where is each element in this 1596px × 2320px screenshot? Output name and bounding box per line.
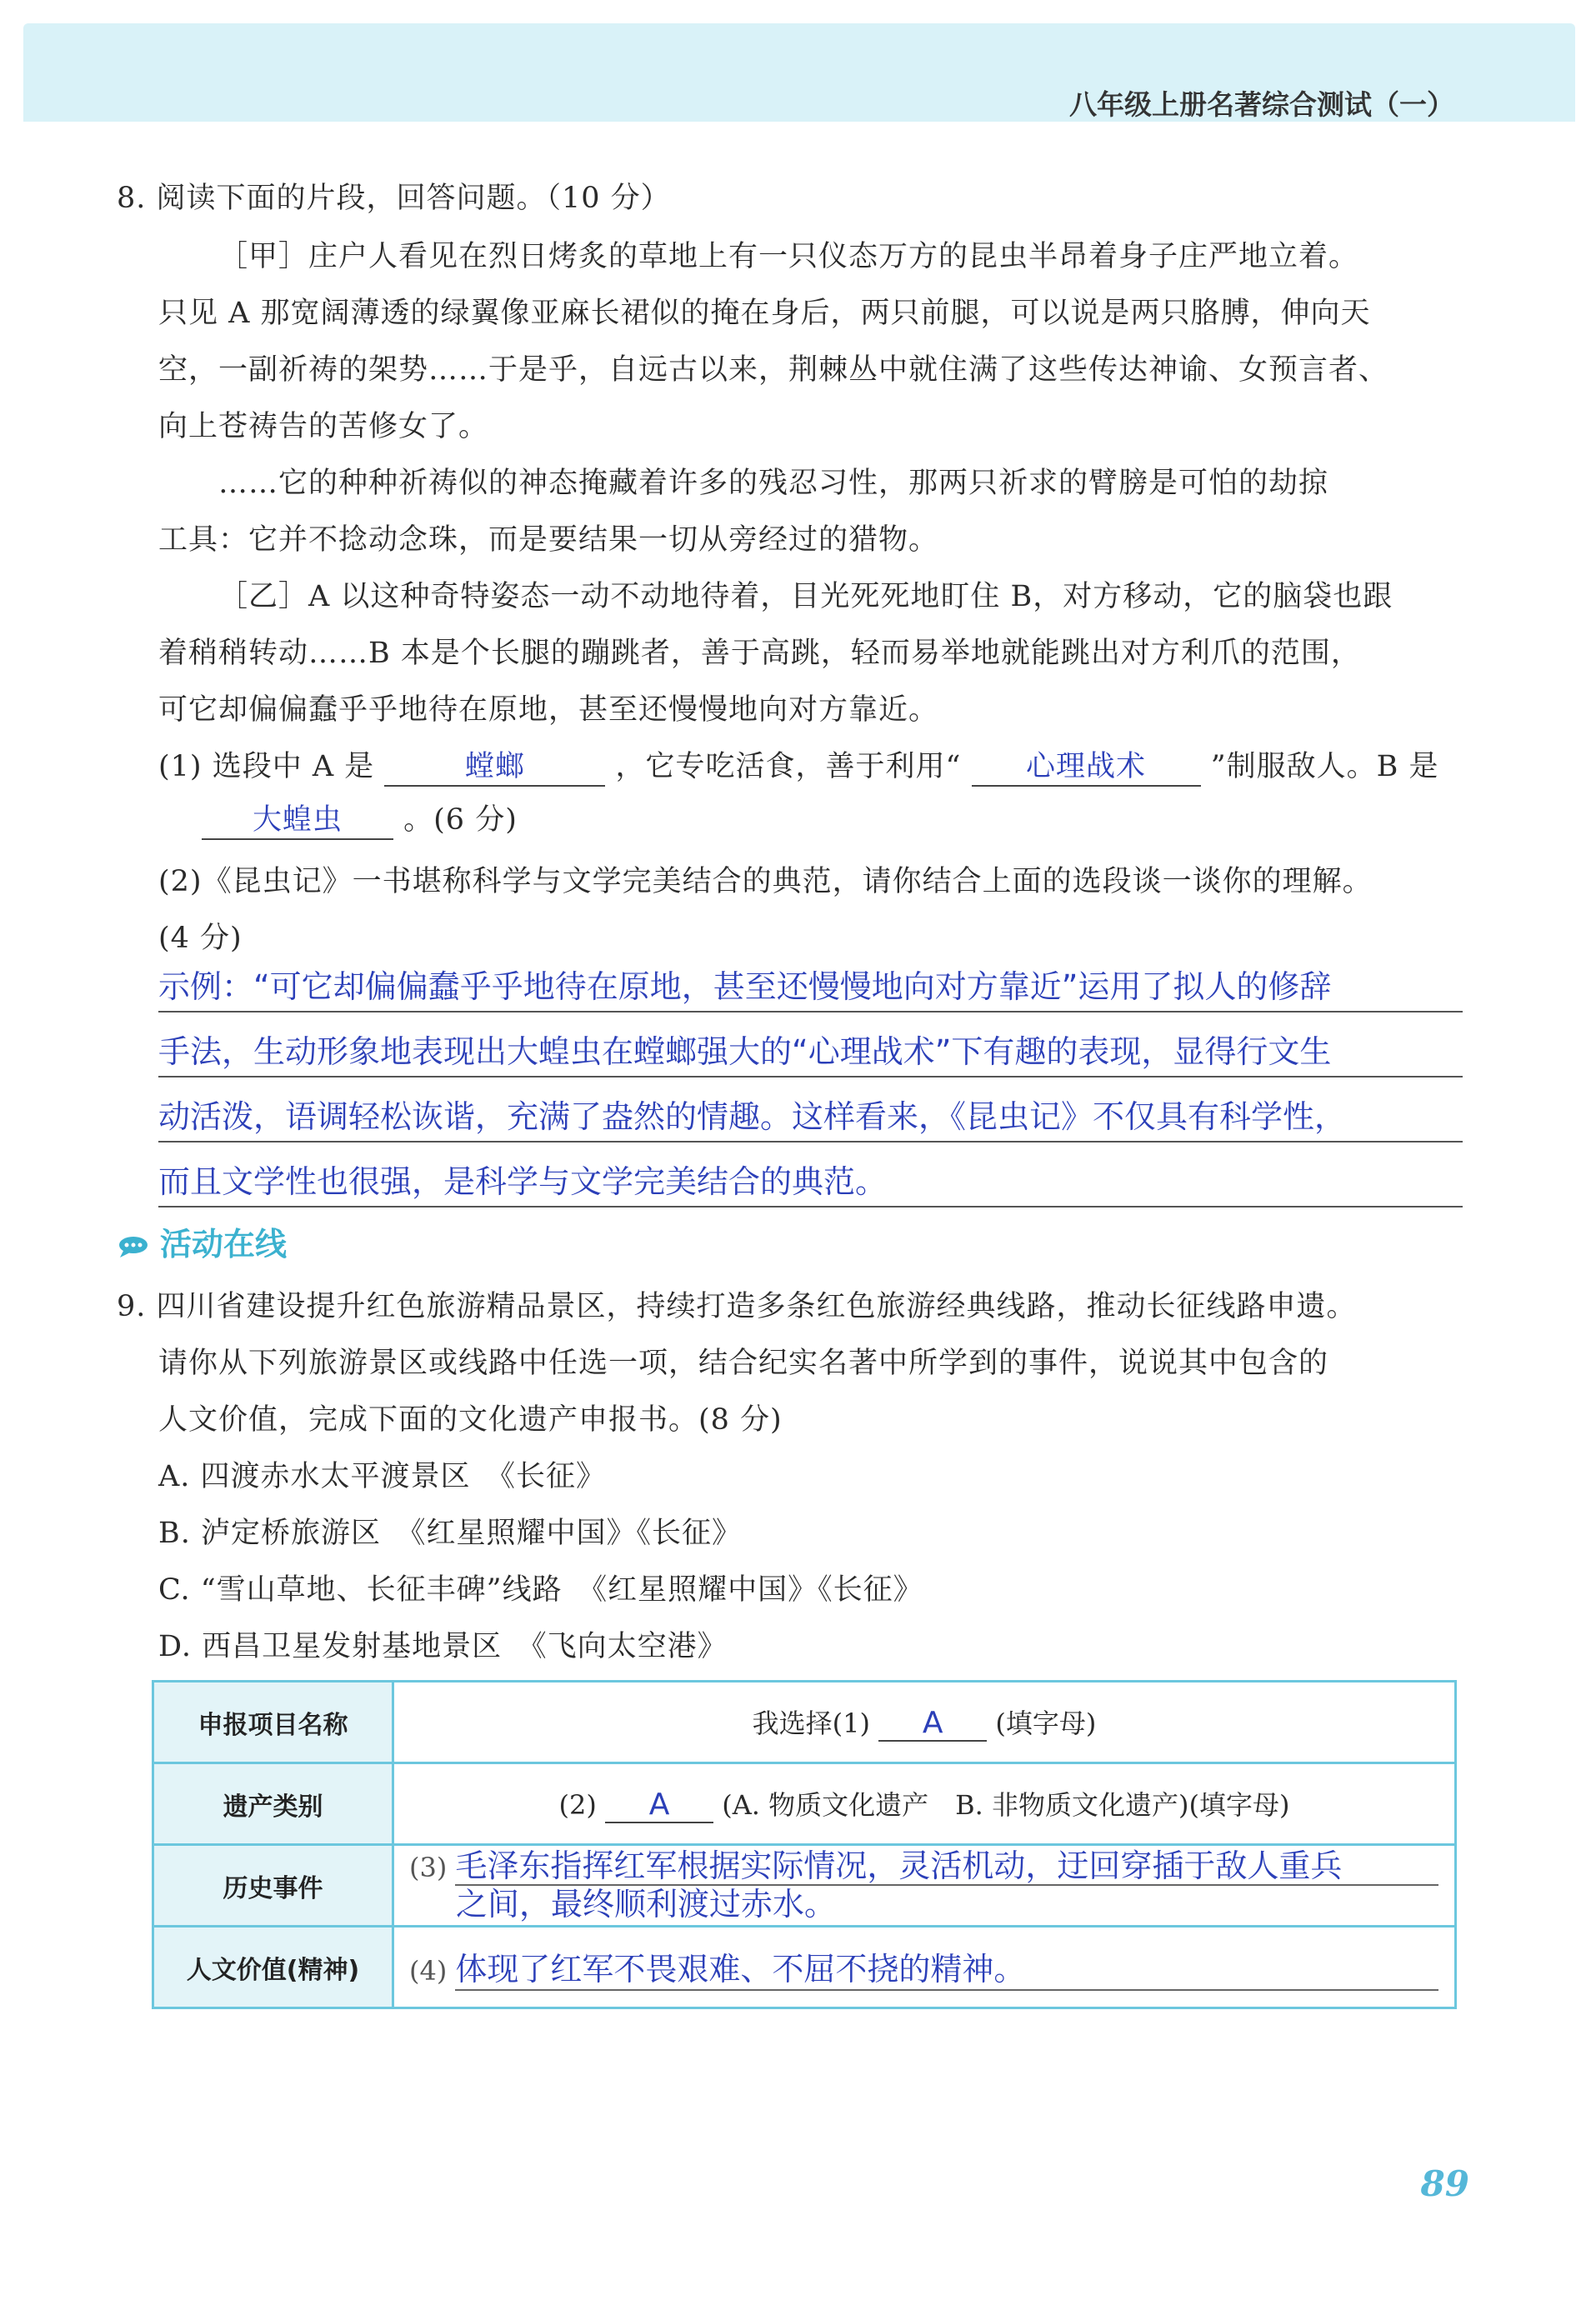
q8-sub2-question: (2)《昆虫记》一书堪称科学与文学完美结合的典范，请你结合上面的选段谈一谈你的理解。 (158, 865, 1373, 898)
row4-num: (4) (409, 1955, 448, 1987)
table-row (153, 1763, 1456, 1845)
answer-blank-tactic: 心理战术 (972, 743, 1201, 787)
passage-line: 只见 A 那宽阔薄透的绿翼像亚麻长裙似的掩在身后，两只前腿，可以说是两只胳膊，伸向天 (158, 297, 1371, 330)
row-label: 历史事件 (153, 1845, 393, 1927)
q9-line: 9. 四川省建设提升红色旅游精品景区，持续打造多条红色旅游经典线路，推动长征线路申遗。 (117, 1290, 1357, 1323)
page-number: 89 (1420, 2163, 1469, 2204)
passage-line: ［甲］庄户人看见在烈日烤炙的草地上有一只仪态万方的昆虫半昂着身子庄严地立着。 (218, 240, 1359, 273)
passage-line: 空，一副祈祷的架势……于是乎，自远古以来，荆棘丛中就住满了这些传达神谕、女预言者、 (158, 353, 1389, 387)
section-title: 活动在线 (160, 1226, 288, 1262)
answer-rule (158, 1141, 1463, 1142)
section-heading (117, 1218, 287, 1264)
heritage-report-table (152, 1680, 1457, 2009)
q9-option-a: A. 四渡赤水太平渡景区 《长征》 (158, 1460, 607, 1493)
table-row (153, 1682, 1456, 1763)
passage-line: 向上苍祷告的苦修女了。 (158, 410, 489, 443)
sub1-suffix: ”制服敌人。B 是 (1210, 750, 1439, 783)
row-value (393, 1927, 1456, 2008)
passage-line: 工具：它并不捻动念珠，而是要结果一切从旁经过的猎物。 (158, 523, 939, 557)
row-label: 遗产类别 (153, 1763, 393, 1845)
passage-line: 着稍稍转动……B 本是个长腿的蹦跳者，善于高跳，轻而易举地就能跳出对方利爪的范围， (158, 637, 1361, 670)
answer-blank-b: 大蝗虫 (202, 797, 393, 840)
table-row (153, 1845, 1456, 1927)
q9-line: 请你从下列旅游景区或线路中任选一项，结合纪实名著中所学到的事件，说说其中包含的 (158, 1347, 1329, 1380)
sub1-score: 。(6 分) (403, 803, 518, 837)
q9-option-c: C. “雪山草地、长征丰碑”线路 《红星照耀中国》《长征》 (158, 1573, 923, 1607)
passage-line: ［乙］A 以这种奇特姿态一动不动地待着，目光死死地盯住 B，对方移动，它的脑袋也跟 (218, 580, 1393, 613)
row3-answer-line1: 毛泽东指挥红军根据实际情况，灵活机动，迂回穿插于敌人重兵 (455, 1848, 1438, 1886)
q9-line: 人文价值，完成下面的文化遗产申报书。(8 分) (158, 1403, 783, 1437)
row-label: 人文价值(精神) (153, 1927, 393, 2008)
answer-blank-a: 螳螂 (384, 743, 605, 787)
passage-line: 可它却偏偏蠢乎乎地待在原地，甚至还慢慢地向对方靠近。 (158, 693, 939, 727)
row1-answer: A (878, 1706, 987, 1742)
q8-sub1-cont (202, 797, 518, 840)
answer-line: 手法，生动形象地表现出大蝗虫在螳螂强大的“心理战术”下有趣的表现，显得行文生 (158, 1033, 1332, 1070)
row-value (393, 1763, 1456, 1845)
answer-rule (158, 1076, 1463, 1078)
row1-suffix: (填字母) (995, 1708, 1097, 1739)
row4-answer: 体现了红军不畏艰难、不屈不挠的精神。 (455, 1943, 1438, 1991)
q8-sub1 (158, 743, 1438, 787)
passage-line: ……它的种种祈祷似的神态掩藏着许多的残忍习性，那两只祈求的臂膀是可怕的劫掠 (218, 467, 1329, 500)
q9-option-b: B. 泸定桥旅游区 《红星照耀中国》《长征》 (158, 1517, 742, 1550)
chat-bubble-icon (117, 1234, 150, 1259)
answer-line: 动活泼，语调轻松诙谐，充满了盎然的情趣。这样看来，《昆虫记》不仅具有科学性， (158, 1098, 1347, 1135)
row3-answer-line2: 之间，最终顺利渡过赤水。 (456, 1885, 837, 1922)
q8-sub2-score: (4 分) (158, 922, 243, 955)
sub1-middle: ，它专吃活食，善于利用“ (615, 750, 962, 783)
answer-line: 而且文学性也很强，是科学与文学完美结合的典范。 (158, 1163, 888, 1200)
sub1-prefix: (1) 选段中 A 是 (158, 750, 375, 783)
answer-rule (158, 1011, 1463, 1012)
row2-suffix: (A. 物质文化遗产 B. 非物质文化遗产)(填字母) (722, 1789, 1290, 1821)
row-value (393, 1682, 1456, 1763)
page-header-title: 八年级上册名著综合测试（一） (1069, 88, 1454, 121)
row3-num: (3) (409, 1851, 448, 1883)
answer-line: 示例：“可它却偏偏蠢乎乎地待在原地，甚至还慢慢地向对方靠近”运用了拟人的修辞 (158, 968, 1332, 1005)
row1-prefix: 我选择(1) (752, 1708, 870, 1739)
row-label: 申报项目名称 (153, 1682, 393, 1763)
q9-option-d: D. 西昌卫星发射基地景区 《飞向太空港》 (158, 1630, 728, 1663)
row-value (393, 1845, 1456, 1927)
answer-rule (158, 1206, 1463, 1208)
table-row (153, 1927, 1456, 2008)
row2-answer: A (605, 1788, 713, 1823)
q8-title: 8. 阅读下面的片段，回答问题。（10 分） (117, 182, 671, 215)
row2-prefix: (2) (558, 1789, 597, 1821)
